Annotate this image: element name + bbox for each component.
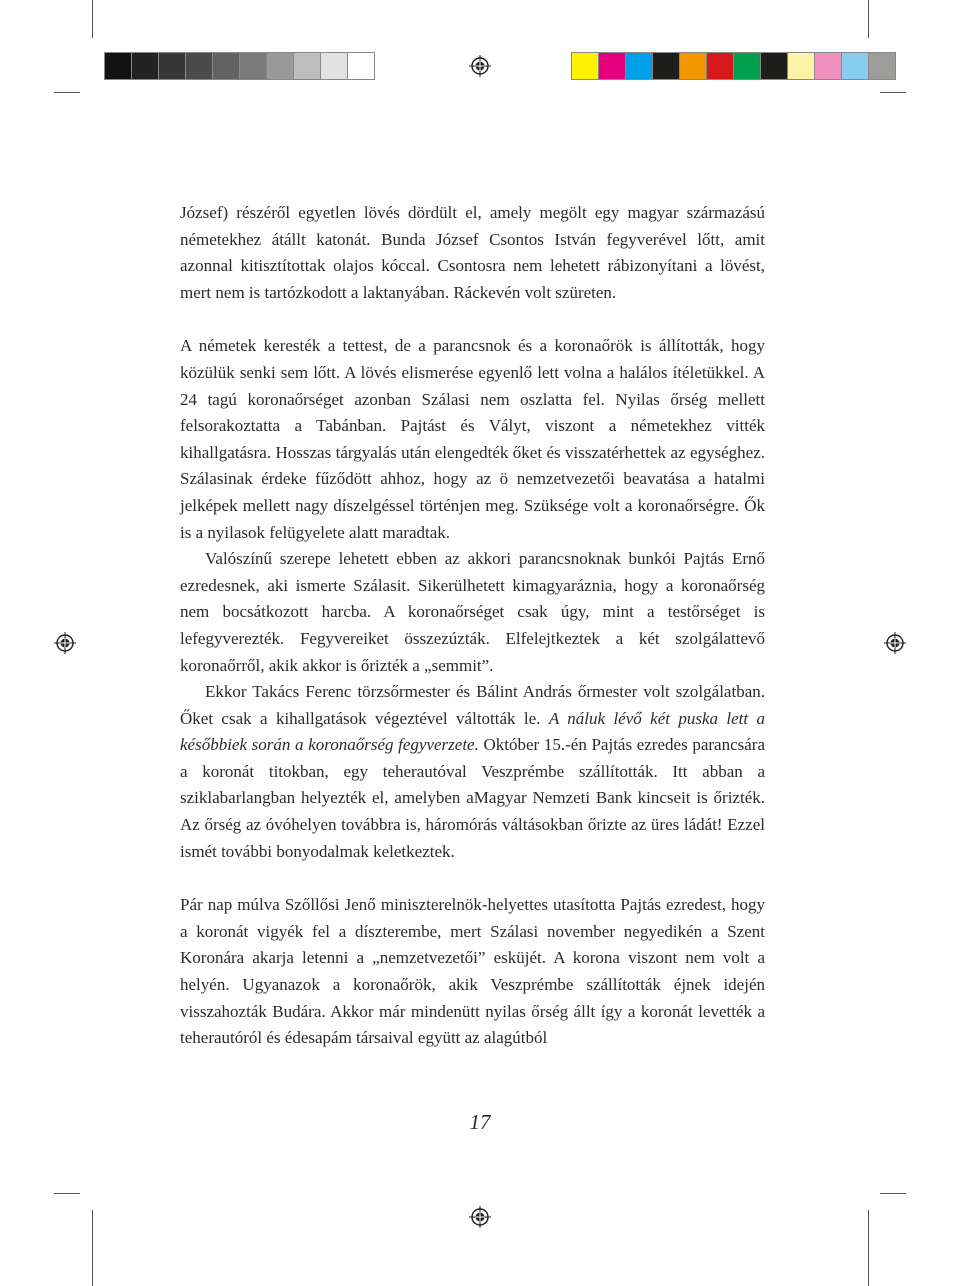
paragraph [180, 679, 765, 865]
color-swatch [347, 52, 375, 80]
crop-mark-top-right [868, 0, 869, 38]
paragraph-text: Ekkor Takács Ferenc törzsőrmester és Bálint András őrmester volt szolgálatban. Őket csak a kihallgatások végeztével váltották le. [180, 682, 765, 728]
color-swatch [293, 52, 321, 80]
crop-mark-top-left [92, 0, 93, 38]
paragraph: József) részéről egyetlen lövés dördült el, amely megölt egy magyar származású németekhez átállt katonát. Bunda József Csontos István fegyverével lőtt, amit azonnal kitisztítottak olajos kóccal. Csontosra nem lehetett rábizonyítani a lövést, mert nem is tartózkodott a laktanyában. Ráckevén volt szüreten. [180, 203, 765, 302]
crop-mark-top-left-h [54, 92, 80, 93]
color-swatch [841, 52, 869, 80]
page-number: 17 [469, 1110, 491, 1134]
color-swatch [131, 52, 159, 80]
color-swatch [185, 52, 213, 80]
page-body-text [180, 200, 765, 1052]
color-swatch [104, 52, 132, 80]
color-swatch [679, 52, 707, 80]
color-swatch [320, 52, 348, 80]
color-swatch [212, 52, 240, 80]
color-swatch [814, 52, 842, 80]
registration-mark-icon [54, 632, 76, 654]
color-swatch [598, 52, 626, 80]
registration-mark-icon [469, 55, 491, 77]
paragraph: Pár nap múlva Szőllősi Jenő miniszterelnök-helyettes utasította Pajtás ezredest, hogy a koronát vigyék fel a díszterembe, mert Szálasi november negyedikén a Szent Koronára akarja letenni a „nemzetvezetői” esküjét. A korona viszont nem volt a helyén. Ugyanazok a koronaőrök, akik Veszprémbe szállították éjnek idején visszahozták Budára. Akkor már mindenütt nyilas őrség állt így a koronát levették a teherautóról és édesapám társaival együtt az alagútból [180, 895, 765, 1048]
registration-mark-icon [469, 1206, 491, 1228]
crop-mark-bottom-left [92, 1210, 93, 1286]
color-swatch [266, 52, 294, 80]
color-swatch [158, 52, 186, 80]
color-swatch [733, 52, 761, 80]
color-swatch [868, 52, 896, 80]
color-swatch [239, 52, 267, 80]
color-swatch [706, 52, 734, 80]
color-swatch [652, 52, 680, 80]
crop-mark-bottom-right [868, 1210, 869, 1286]
emphasized-text: A náluk lévő két puska lett a későbbiek során a koronaőrség fegyverzete. [180, 708, 765, 755]
color-swatch [571, 52, 599, 80]
crop-mark-top-right-h [880, 92, 906, 93]
grayscale-calibration-strip [104, 52, 374, 80]
color-swatch [760, 52, 788, 80]
color-swatch [625, 52, 653, 80]
paragraph-text: Október 15.-én Pajtás ezredes parancsára a koronát titokban, egy teherautóval Veszprémbe szállították. Itt abban a sziklabarlangban helyezték el, amelyben aMagyar Nemzeti Bank kincseit is őrizték. Az őrség az óvóhelyen továbbra is, háromórás váltásokban őrizte az üres ládát! Ezzel ismét további bonyodalmak keletkeztek. [180, 735, 765, 861]
paragraph: Valószínű szerepe lehetett ebben az akkori parancsnoknak bunkói Pajtás Ernő ezredesnek, aki ismerte Szálasit. Sikerülhetett kimagyaráznia, hogy a koronaőrség nem bocsátkozott harcba. A koronaőrséget csak úgy, mint a testőrséget is lefegyverezték. Fegyvereiket összezúzták. Elfelejtkeztek a két szolgálattevő koronaőrről, akik akkor is őrizték a „semmit”. [180, 549, 765, 675]
color-swatch [787, 52, 815, 80]
crop-mark-bottom-right-h [880, 1193, 906, 1194]
registration-mark-icon [884, 632, 906, 654]
paragraph: A németek keresték a tettest, de a parancsnok és a koronaőrök is állították, hogy közülük senki sem lőtt. A lövés elismerése egyenlő lett volna a halálos ítéletükkel. A 24 tagú koronaőrséget azonban Szálasi nem oszlatta fel. Nyilas őrség mellett felsorakoztatta a Tabánban. Pajtást és Vályt, viszont a németekhez vitték kihallgatásra. Hosszas tárgyalás után elengedték őket és visszatérhettek az egységhez. Szálasinak érdeke fűződött ahhoz, hogy az ö nemzetvezetői beavatása a hatalmi jelképek mellett nagy díszelgéssel történjen meg. Szüksége volt a koronaőrségre. Ők is a nyilasok felügyelete alatt maradtak. [180, 336, 765, 542]
crop-mark-bottom-left-h [54, 1193, 80, 1194]
color-calibration-strip [571, 52, 895, 80]
